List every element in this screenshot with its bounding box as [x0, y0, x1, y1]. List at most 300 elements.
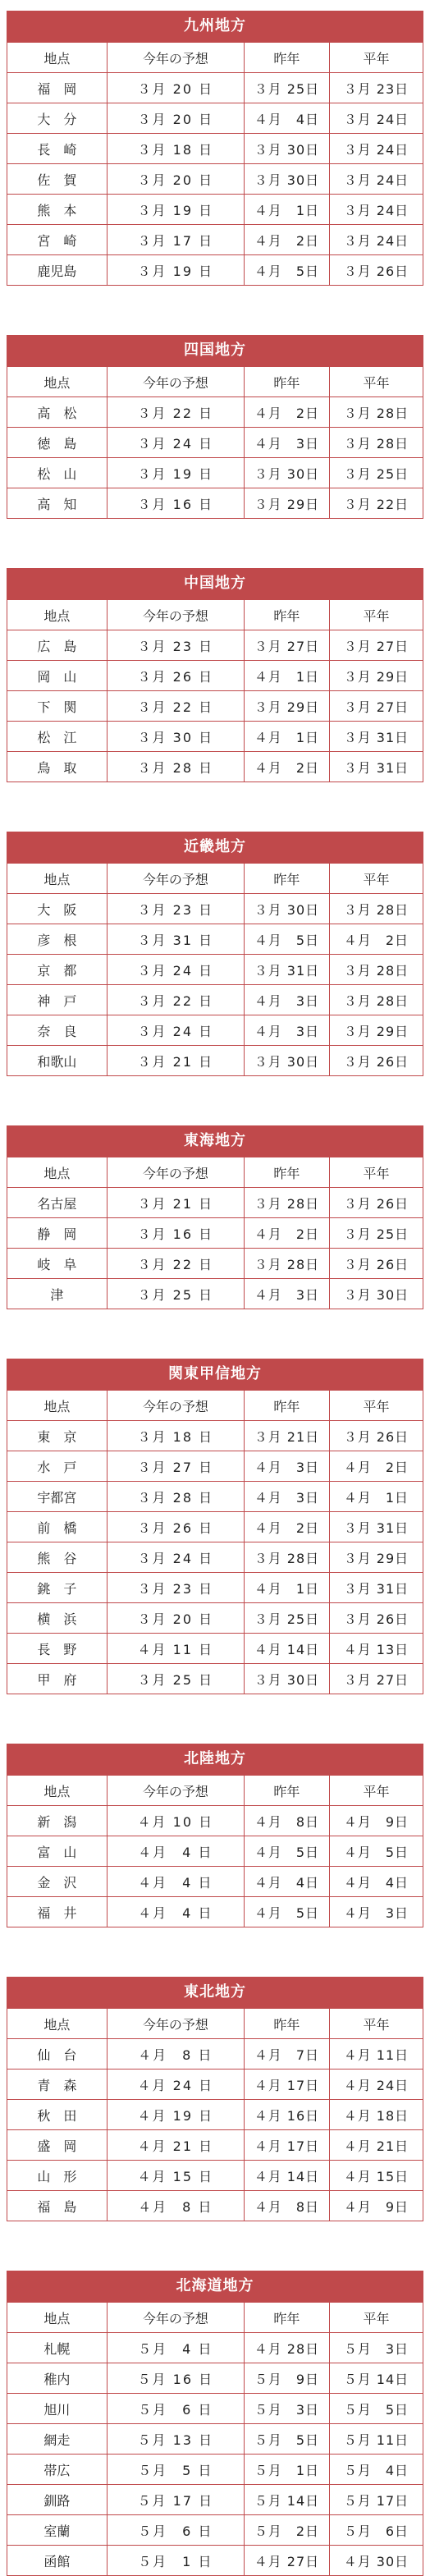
- cell-last-year: ３月 31日: [244, 955, 329, 985]
- cell-normal: ３月 28日: [329, 428, 423, 458]
- cell-normal: ３月 26日: [329, 1188, 423, 1218]
- header-normal: 平年: [329, 600, 423, 630]
- cell-forecast: ５月 6 日: [107, 2394, 244, 2424]
- header-normal: 平年: [329, 2009, 423, 2039]
- cell-normal: ４月 11日: [329, 2039, 423, 2070]
- table-row: [7, 2424, 423, 2455]
- forecast-table: [7, 42, 423, 286]
- table-row: [7, 164, 423, 195]
- cell-last-year: ５月 14日: [244, 2485, 329, 2515]
- header-normal: 平年: [329, 1776, 423, 1806]
- cell-forecast: ３月 16 日: [107, 1218, 244, 1249]
- cell-forecast: ４月 15 日: [107, 2161, 244, 2191]
- header-place: 地点: [7, 600, 108, 630]
- table-row: [7, 752, 423, 782]
- cell-last-year: ５月 3日: [244, 2394, 329, 2424]
- cell-forecast: ３月 16 日: [107, 488, 244, 519]
- header-forecast: 今年の予想: [107, 2009, 244, 2039]
- cell-last-year: ４月 14日: [244, 1634, 329, 1664]
- cell-normal: ３月 24日: [329, 195, 423, 225]
- cell-last-year: ４月 5日: [244, 1897, 329, 1927]
- table-row: [7, 225, 423, 255]
- table-row: [7, 2394, 423, 2424]
- cell-normal: ５月 5日: [329, 2394, 423, 2424]
- table-row: [7, 955, 423, 985]
- table-row: [7, 1897, 423, 1927]
- header-normal: 平年: [329, 1157, 423, 1188]
- cell-place: 熊 本: [7, 195, 108, 225]
- cell-forecast: ４月 21 日: [107, 2130, 244, 2161]
- table-row: [7, 1867, 423, 1897]
- cell-last-year: ３月 30日: [244, 134, 329, 164]
- cell-place: 京 都: [7, 955, 108, 985]
- header-last-year: 昨年: [244, 1391, 329, 1421]
- cell-forecast: ３月 28 日: [107, 1482, 244, 1512]
- cell-forecast: ５月 16 日: [107, 2363, 244, 2394]
- region-title: 北海道地方: [7, 2271, 423, 2302]
- cell-place: 彦 根: [7, 924, 108, 955]
- cell-normal: ３月 26日: [329, 1046, 423, 1076]
- cell-place: 福 岡: [7, 73, 108, 103]
- cell-last-year: ３月 29日: [244, 691, 329, 722]
- header-forecast: 今年の予想: [107, 1391, 244, 1421]
- header-last-year: 昨年: [244, 864, 329, 894]
- table-row: [7, 1664, 423, 1694]
- table-row: [7, 630, 423, 661]
- cell-normal: ３月 31日: [329, 1512, 423, 1542]
- cell-place: 長 崎: [7, 134, 108, 164]
- cell-place: 室蘭: [7, 2515, 108, 2546]
- cell-place: 旭川: [7, 2394, 108, 2424]
- cell-last-year: ４月 5日: [244, 1836, 329, 1867]
- cell-normal: ５月 3日: [329, 2333, 423, 2363]
- cell-place: 稚内: [7, 2363, 108, 2394]
- cell-forecast: ３月 18 日: [107, 1421, 244, 1451]
- cell-last-year: ４月 28日: [244, 2333, 329, 2363]
- header-place: 地点: [7, 367, 108, 397]
- cell-place: 秋 田: [7, 2100, 108, 2130]
- table-row: [7, 195, 423, 225]
- cell-normal: ３月 29日: [329, 661, 423, 691]
- header-normal: 平年: [329, 864, 423, 894]
- cell-normal: ３月 28日: [329, 985, 423, 1015]
- cell-forecast: ５月 17 日: [107, 2485, 244, 2515]
- cell-last-year: ３月 30日: [244, 1046, 329, 1076]
- cell-normal: ３月 25日: [329, 458, 423, 488]
- table-header-row: [7, 600, 423, 630]
- cell-forecast: ３月 22 日: [107, 1249, 244, 1279]
- cell-normal: ３月 24日: [329, 225, 423, 255]
- table-row: [7, 1218, 423, 1249]
- cell-last-year: ４月 8日: [244, 2191, 329, 2221]
- cell-forecast: ３月 17 日: [107, 225, 244, 255]
- cell-normal: ４月 24日: [329, 2070, 423, 2100]
- cell-normal: ５月 6日: [329, 2515, 423, 2546]
- cell-place: 宇都宮: [7, 1482, 108, 1512]
- cell-forecast: ３月 31 日: [107, 924, 244, 955]
- cell-forecast: ３月 21 日: [107, 1046, 244, 1076]
- region-section: [7, 832, 423, 1076]
- cell-last-year: ４月 1日: [244, 195, 329, 225]
- header-normal: 平年: [329, 367, 423, 397]
- table-row: [7, 1806, 423, 1836]
- cell-place: 札幌: [7, 2333, 108, 2363]
- cell-last-year: ４月 3日: [244, 985, 329, 1015]
- region-title: 中国地方: [7, 568, 423, 599]
- cell-forecast: ４月 8 日: [107, 2039, 244, 2070]
- region-title: 九州地方: [7, 11, 423, 42]
- header-normal: 平年: [329, 2303, 423, 2333]
- cell-place: 新 潟: [7, 1806, 108, 1836]
- cell-forecast: ３月 28 日: [107, 752, 244, 782]
- cell-forecast: ３月 23 日: [107, 630, 244, 661]
- region-section: [7, 335, 423, 519]
- cell-place: 宮 崎: [7, 225, 108, 255]
- table-header-row: [7, 1776, 423, 1806]
- table-row: [7, 2039, 423, 2070]
- cell-forecast: ３月 25 日: [107, 1279, 244, 1309]
- header-normal: 平年: [329, 1391, 423, 1421]
- cell-normal: ５月 17日: [329, 2485, 423, 2515]
- cell-last-year: ４月 1日: [244, 661, 329, 691]
- cell-forecast: ３月 19 日: [107, 255, 244, 286]
- cell-forecast: ４月 8 日: [107, 2191, 244, 2221]
- table-row: [7, 1015, 423, 1046]
- cell-last-year: ４月 16日: [244, 2100, 329, 2130]
- header-normal: 平年: [329, 43, 423, 73]
- cell-last-year: ４月 2日: [244, 1512, 329, 1542]
- cell-forecast: ３月 20 日: [107, 103, 244, 134]
- cell-place: 大 阪: [7, 894, 108, 924]
- cell-last-year: ３月 29日: [244, 488, 329, 519]
- cell-forecast: ３月 24 日: [107, 1542, 244, 1573]
- cell-normal: ５月 11日: [329, 2424, 423, 2455]
- table-header-row: [7, 2303, 423, 2333]
- cell-last-year: ４月 7日: [244, 2039, 329, 2070]
- cell-last-year: ４月 3日: [244, 1482, 329, 1512]
- table-row: [7, 103, 423, 134]
- cell-forecast: ３月 26 日: [107, 661, 244, 691]
- header-forecast: 今年の予想: [107, 367, 244, 397]
- cell-forecast: ３月 25 日: [107, 1664, 244, 1694]
- table-row: [7, 985, 423, 1015]
- cell-normal: ３月 31日: [329, 1573, 423, 1603]
- cell-last-year: ３月 30日: [244, 164, 329, 195]
- cell-last-year: ４月 17日: [244, 2130, 329, 2161]
- region-title: 近畿地方: [7, 832, 423, 863]
- cell-last-year: ３月 25日: [244, 1603, 329, 1634]
- header-place: 地点: [7, 1157, 108, 1188]
- cell-last-year: ４月 4日: [244, 1867, 329, 1897]
- cell-place: 甲 府: [7, 1664, 108, 1694]
- cell-forecast: ３月 27 日: [107, 1451, 244, 1482]
- cell-last-year: ４月 3日: [244, 1279, 329, 1309]
- header-place: 地点: [7, 1776, 108, 1806]
- cell-forecast: ５月 1 日: [107, 2546, 244, 2576]
- table-row: [7, 1542, 423, 1573]
- table-row: [7, 2130, 423, 2161]
- header-forecast: 今年の予想: [107, 1776, 244, 1806]
- cell-forecast: ３月 18 日: [107, 134, 244, 164]
- cell-place: 熊 谷: [7, 1542, 108, 1573]
- header-last-year: 昨年: [244, 1157, 329, 1188]
- forecast-table: [7, 599, 423, 782]
- cell-forecast: ３月 30 日: [107, 722, 244, 752]
- table-row: [7, 2191, 423, 2221]
- cell-forecast: ５月 6 日: [107, 2515, 244, 2546]
- forecast-table: [7, 366, 423, 519]
- cell-place: 津: [7, 1279, 108, 1309]
- cell-normal: ３月 23日: [329, 73, 423, 103]
- region-section: [7, 1359, 423, 1694]
- cell-normal: ３月 27日: [329, 691, 423, 722]
- cell-normal: ５月 14日: [329, 2363, 423, 2394]
- table-row: [7, 2455, 423, 2485]
- table-row: [7, 73, 423, 103]
- cell-last-year: ３月 25日: [244, 73, 329, 103]
- cell-last-year: ４月 3日: [244, 1015, 329, 1046]
- cell-forecast: ３月 23 日: [107, 1573, 244, 1603]
- table-row: [7, 255, 423, 286]
- cell-place: 網走: [7, 2424, 108, 2455]
- header-place: 地点: [7, 2009, 108, 2039]
- header-forecast: 今年の予想: [107, 600, 244, 630]
- header-last-year: 昨年: [244, 2303, 329, 2333]
- table-row: [7, 1512, 423, 1542]
- cell-place: 和歌山: [7, 1046, 108, 1076]
- cell-forecast: ５月 5 日: [107, 2455, 244, 2485]
- cell-normal: ４月 13日: [329, 1634, 423, 1664]
- cell-place: 鹿児島: [7, 255, 108, 286]
- cell-normal: ４月 30日: [329, 2546, 423, 2576]
- region-title: 東海地方: [7, 1125, 423, 1157]
- cell-last-year: ５月 1日: [244, 2455, 329, 2485]
- table-row: [7, 397, 423, 428]
- cell-last-year: ４月 5日: [244, 924, 329, 955]
- table-row: [7, 1451, 423, 1482]
- cell-normal: ３月 27日: [329, 630, 423, 661]
- cell-forecast: ３月 22 日: [107, 691, 244, 722]
- forecast-table: [7, 1157, 423, 1309]
- cell-last-year: ４月 5日: [244, 255, 329, 286]
- cell-last-year: ４月 3日: [244, 428, 329, 458]
- cell-normal: ４月 1日: [329, 1482, 423, 1512]
- cell-last-year: ５月 5日: [244, 2424, 329, 2455]
- table-row: [7, 1482, 423, 1512]
- table-row: [7, 1279, 423, 1309]
- cell-place: 前 橋: [7, 1512, 108, 1542]
- cell-last-year: ５月 9日: [244, 2363, 329, 2394]
- cell-normal: ３月 28日: [329, 894, 423, 924]
- header-last-year: 昨年: [244, 600, 329, 630]
- table-row: [7, 1421, 423, 1451]
- cell-forecast: ３月 22 日: [107, 985, 244, 1015]
- cell-forecast: ３月 24 日: [107, 428, 244, 458]
- cell-last-year: ５月 2日: [244, 2515, 329, 2546]
- cell-normal: ３月 27日: [329, 1664, 423, 1694]
- table-row: [7, 1634, 423, 1664]
- header-forecast: 今年の予想: [107, 2303, 244, 2333]
- table-row: [7, 1249, 423, 1279]
- cell-last-year: ３月 21日: [244, 1421, 329, 1451]
- cell-normal: ３月 26日: [329, 255, 423, 286]
- table-row: [7, 924, 423, 955]
- cell-normal: ４月 18日: [329, 2100, 423, 2130]
- region-section: [7, 11, 423, 286]
- cell-normal: ５月 4日: [329, 2455, 423, 2485]
- cell-normal: ３月 26日: [329, 1249, 423, 1279]
- cell-normal: ４月 4日: [329, 1867, 423, 1897]
- cell-forecast: ３月 24 日: [107, 955, 244, 985]
- cell-normal: ３月 28日: [329, 397, 423, 428]
- cell-normal: ４月 2日: [329, 1451, 423, 1482]
- cell-place: 山 形: [7, 2161, 108, 2191]
- cell-place: 東 京: [7, 1421, 108, 1451]
- cell-forecast: ３月 26 日: [107, 1512, 244, 1542]
- cell-last-year: ４月 4日: [244, 103, 329, 134]
- cell-forecast: ４月 4 日: [107, 1897, 244, 1927]
- header-last-year: 昨年: [244, 2009, 329, 2039]
- cell-normal: ３月 31日: [329, 722, 423, 752]
- region-title: 北陸地方: [7, 1744, 423, 1775]
- header-last-year: 昨年: [244, 367, 329, 397]
- cell-last-year: ４月 8日: [244, 1806, 329, 1836]
- cell-place: 徳 島: [7, 428, 108, 458]
- cell-last-year: ４月 14日: [244, 2161, 329, 2191]
- region-section: [7, 2271, 423, 2576]
- header-place: 地点: [7, 2303, 108, 2333]
- table-row: [7, 661, 423, 691]
- cell-forecast: ３月 19 日: [107, 195, 244, 225]
- table-row: [7, 2485, 423, 2515]
- cell-place: 鳥 取: [7, 752, 108, 782]
- cell-place: 金 沢: [7, 1867, 108, 1897]
- cell-normal: ３月 28日: [329, 955, 423, 985]
- table-row: [7, 488, 423, 519]
- cell-forecast: ４月 10 日: [107, 1806, 244, 1836]
- cell-forecast: ３月 22 日: [107, 397, 244, 428]
- header-place: 地点: [7, 43, 108, 73]
- cell-place: 長 野: [7, 1634, 108, 1664]
- cell-forecast: ５月 4 日: [107, 2333, 244, 2363]
- cell-forecast: ４月 4 日: [107, 1867, 244, 1897]
- table-row: [7, 2363, 423, 2394]
- header-last-year: 昨年: [244, 43, 329, 73]
- cell-last-year: ３月 27日: [244, 630, 329, 661]
- cell-forecast: ４月 24 日: [107, 2070, 244, 2100]
- cell-forecast: ３月 21 日: [107, 1188, 244, 1218]
- cell-normal: ４月 15日: [329, 2161, 423, 2191]
- cell-last-year: ３月 28日: [244, 1249, 329, 1279]
- table-header-row: [7, 2009, 423, 2039]
- cell-normal: ４月 21日: [329, 2130, 423, 2161]
- table-row: [7, 691, 423, 722]
- header-place: 地点: [7, 864, 108, 894]
- cell-last-year: ４月 2日: [244, 397, 329, 428]
- cell-last-year: ３月 30日: [244, 1664, 329, 1694]
- cell-place: 銚 子: [7, 1573, 108, 1603]
- region-title: 東北地方: [7, 1977, 423, 2008]
- cell-normal: ３月 24日: [329, 164, 423, 195]
- forecast-table: [7, 863, 423, 1076]
- header-last-year: 昨年: [244, 1776, 329, 1806]
- cell-place: 大 分: [7, 103, 108, 134]
- forecast-table: [7, 1775, 423, 1927]
- table-row: [7, 2515, 423, 2546]
- cell-place: 青 森: [7, 2070, 108, 2100]
- cell-place: 広 島: [7, 630, 108, 661]
- table-row: [7, 894, 423, 924]
- table-row: [7, 722, 423, 752]
- forecast-table: [7, 2008, 423, 2221]
- cell-place: 福 島: [7, 2191, 108, 2221]
- region-section: [7, 1125, 423, 1309]
- region-title: 四国地方: [7, 335, 423, 366]
- table-row: [7, 134, 423, 164]
- forecast-table: [7, 1390, 423, 1694]
- header-place: 地点: [7, 1391, 108, 1421]
- cell-forecast: ３月 23 日: [107, 894, 244, 924]
- cell-last-year: ３月 30日: [244, 458, 329, 488]
- cell-place: 福 井: [7, 1897, 108, 1927]
- cell-normal: ３月 30日: [329, 1279, 423, 1309]
- header-forecast: 今年の予想: [107, 864, 244, 894]
- cell-place: 仙 台: [7, 2039, 108, 2070]
- cell-place: 下 関: [7, 691, 108, 722]
- cell-normal: ３月 24日: [329, 134, 423, 164]
- cell-place: 高 知: [7, 488, 108, 519]
- table-row: [7, 1836, 423, 1867]
- forecast-table: [7, 2302, 423, 2576]
- cell-forecast: ５月 13 日: [107, 2424, 244, 2455]
- cell-place: 盛 岡: [7, 2130, 108, 2161]
- region-section: [7, 1977, 423, 2221]
- cell-normal: ４月 5日: [329, 1836, 423, 1867]
- cell-forecast: ３月 24 日: [107, 1015, 244, 1046]
- cell-normal: ３月 26日: [329, 1603, 423, 1634]
- cell-last-year: ３月 28日: [244, 1542, 329, 1573]
- cell-last-year: ４月 1日: [244, 1573, 329, 1603]
- cell-place: 岐 阜: [7, 1249, 108, 1279]
- table-row: [7, 1046, 423, 1076]
- region-title: 関東甲信地方: [7, 1359, 423, 1390]
- cell-forecast: ３月 20 日: [107, 164, 244, 195]
- cell-place: 釧路: [7, 2485, 108, 2515]
- cell-place: 水 戸: [7, 1451, 108, 1482]
- header-forecast: 今年の予想: [107, 43, 244, 73]
- cell-last-year: ４月 2日: [244, 225, 329, 255]
- cell-forecast: ３月 20 日: [107, 73, 244, 103]
- cell-last-year: ４月 2日: [244, 1218, 329, 1249]
- cell-last-year: ４月 2日: [244, 752, 329, 782]
- cell-normal: ３月 29日: [329, 1015, 423, 1046]
- table-header-row: [7, 367, 423, 397]
- cell-place: 名古屋: [7, 1188, 108, 1218]
- table-row: [7, 428, 423, 458]
- cell-forecast: ４月 4 日: [107, 1836, 244, 1867]
- table-row: [7, 1188, 423, 1218]
- table-row: [7, 1573, 423, 1603]
- cell-place: 横 浜: [7, 1603, 108, 1634]
- table-row: [7, 2546, 423, 2576]
- cell-forecast: ４月 19 日: [107, 2100, 244, 2130]
- cell-place: 函館: [7, 2546, 108, 2576]
- cell-normal: ４月 2日: [329, 924, 423, 955]
- cell-last-year: ４月 1日: [244, 722, 329, 752]
- cell-normal: ３月 26日: [329, 1421, 423, 1451]
- region-section: [7, 568, 423, 782]
- cell-place: 佐 賀: [7, 164, 108, 195]
